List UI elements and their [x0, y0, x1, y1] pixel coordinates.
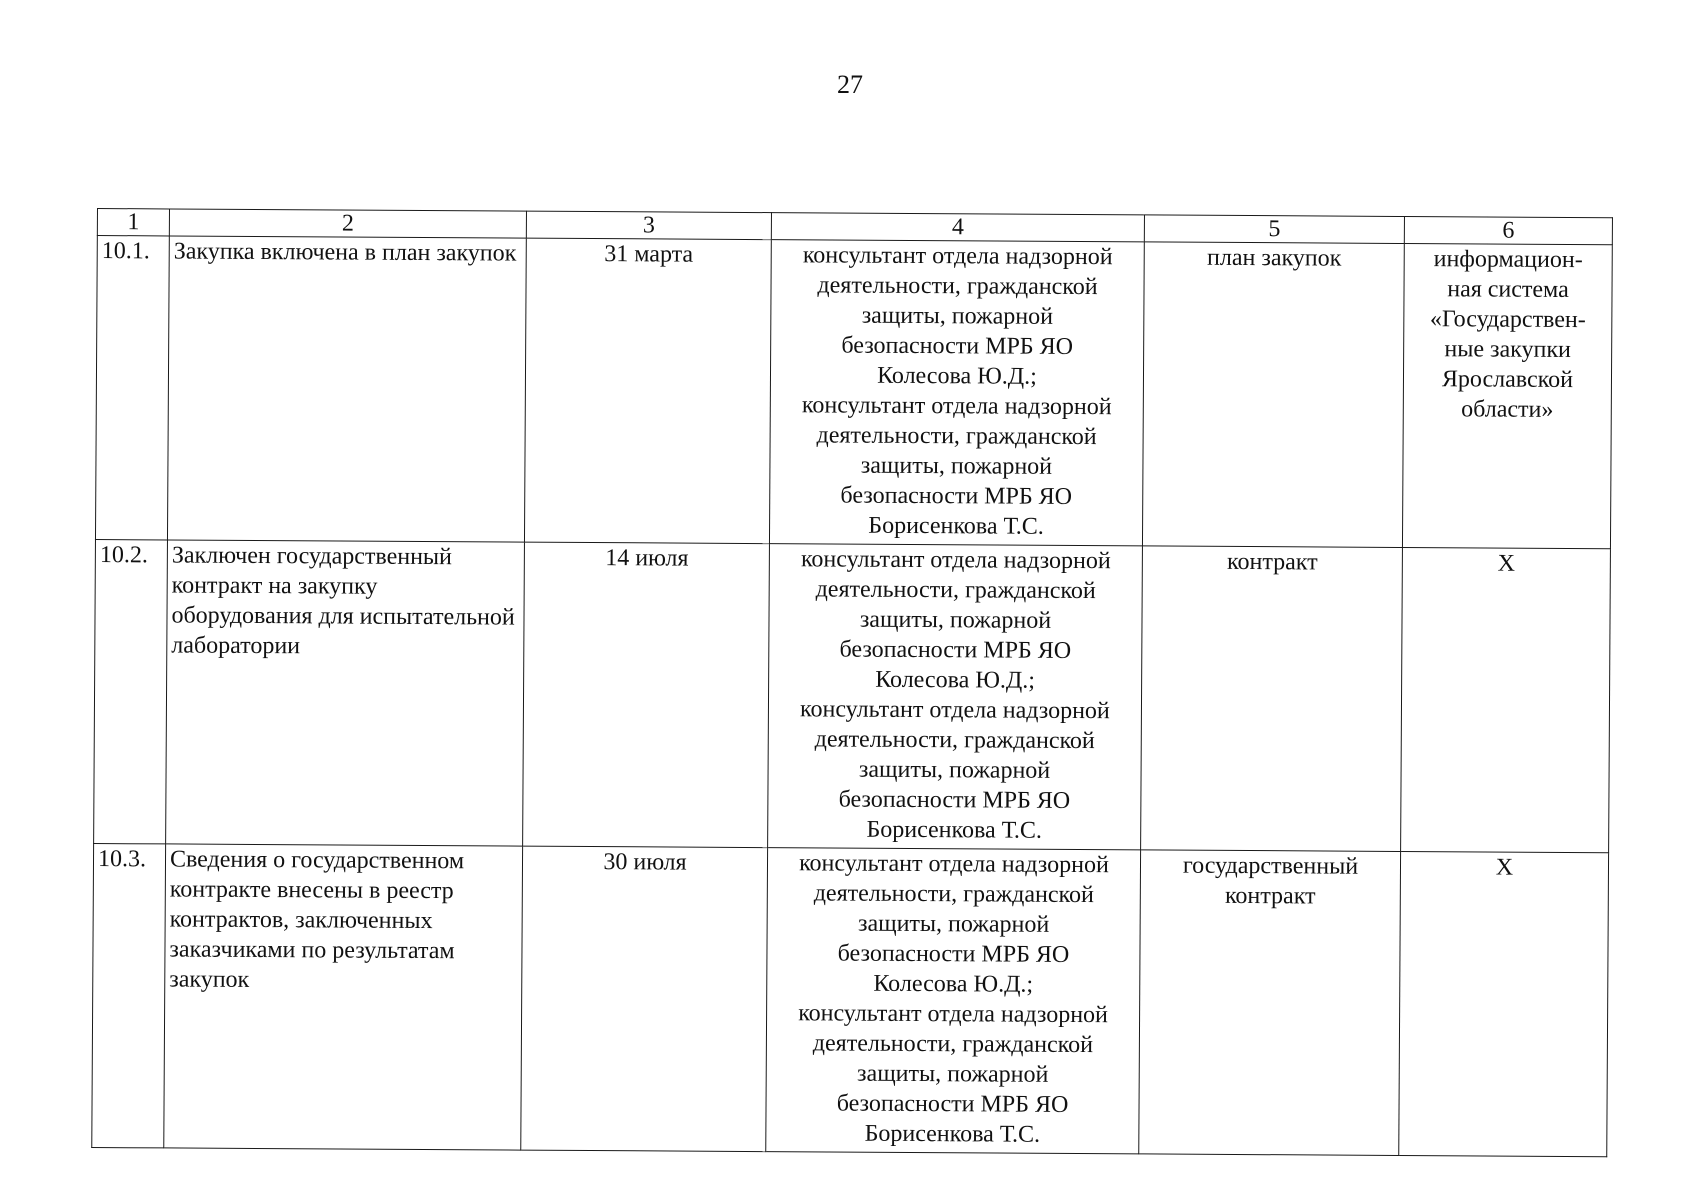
table-row: [95, 236, 1612, 549]
responsible-line: консультант отдела надзорной: [801, 392, 1112, 421]
responsible-line: консультант отдела надзорной: [802, 242, 1113, 271]
responsible-line: Колесова Ю.Д.;: [877, 362, 1037, 390]
responsible-line: деятельности, гражданской: [813, 880, 1094, 909]
responsible-line: защиты, пожарной: [860, 452, 1053, 480]
responsible-line: консультант отдела надзорной: [800, 696, 1110, 725]
responsible-line: Колесова Ю.Д.;: [875, 666, 1036, 694]
row-number: 10.3.: [92, 843, 166, 1147]
responsible-line: защиты, пожарной: [858, 756, 1051, 784]
responsible-line: Борисенкова Т.С.: [868, 512, 1044, 540]
responsible-line: Колесова Ю.Д.;: [873, 970, 1034, 998]
row-responsible: [768, 544, 1143, 850]
header-col-5: 5: [1144, 215, 1404, 244]
row-responsible: [769, 240, 1144, 546]
responsible-line: безопасности МРБ ЯО: [840, 482, 1073, 510]
row-system: [1401, 547, 1611, 852]
row-document: план закупок: [1142, 242, 1404, 548]
row-system: [1402, 243, 1612, 548]
responsible-line: консультант отдела надзорной: [798, 1000, 1109, 1029]
document-sheet: [91, 208, 1612, 1185]
row-description: Закупка включена в план закупок: [167, 236, 526, 542]
responsible-line: деятельности, гражданской: [814, 726, 1095, 755]
responsible-line: защиты, пожарной: [861, 302, 1054, 330]
row-document: контракт: [1141, 546, 1403, 852]
responsible-line: деятельности, гражданской: [816, 422, 1097, 451]
responsible-line: безопасности МРБ ЯО: [838, 786, 1071, 814]
header-col-2: 2: [169, 209, 526, 238]
responsible-line: защиты, пожарной: [857, 1060, 1049, 1088]
row-date: 30 июля: [521, 846, 768, 1151]
row-system: [1399, 851, 1609, 1156]
system-line: области»: [1461, 396, 1554, 423]
responsible-line: Борисенкова Т.С.: [866, 816, 1043, 844]
responsible-line: защиты, пожарной: [857, 910, 1050, 938]
header-col-6: 6: [1404, 216, 1612, 244]
page-number: 27: [837, 70, 863, 99]
responsible-line: безопасности МРБ ЯО: [836, 1090, 1069, 1118]
row-number: 10.1.: [95, 236, 169, 540]
responsible-line: деятельности, гражданской: [815, 576, 1096, 605]
header-col-1: 1: [97, 209, 169, 236]
system-mark: Х: [1497, 550, 1516, 577]
row-description: Сведения о государственном контракте внесены в реестр контрактов, заключенных заказчиками по результатам закупок: [164, 844, 523, 1150]
responsible-line: деятельности, гражданской: [812, 1030, 1094, 1059]
procurement-plan-table: [91, 208, 1613, 1157]
responsible-line: безопасности МРБ ЯО: [839, 636, 1072, 664]
system-line: информацион-: [1433, 246, 1583, 274]
responsible-line: консультант отдела надзорной: [800, 546, 1111, 575]
row-date: 31 марта: [524, 238, 771, 543]
responsible-line: Борисенкова Т.С.: [864, 1120, 1041, 1148]
responsible-line: деятельности, гражданской: [817, 272, 1098, 301]
system-line: Ярославской: [1441, 366, 1574, 394]
header-col-4: 4: [771, 213, 1144, 242]
system-mark: Х: [1495, 854, 1514, 881]
row-date: 14 июля: [523, 542, 770, 847]
responsible-line: безопасности МРБ ЯО: [837, 940, 1070, 968]
responsible-line: защиты, пожарной: [859, 606, 1052, 634]
row-description: Заключен государственный контракт на закупку оборудования для испытательной лаборатории: [166, 540, 525, 846]
header-col-3: 3: [526, 211, 771, 239]
system-line: «Государствен-: [1429, 306, 1586, 334]
system-line: ная система: [1447, 276, 1569, 303]
responsible-line: консультант отдела надзорной: [799, 850, 1109, 879]
table-row: [92, 843, 1609, 1156]
system-line: ные закупки: [1444, 336, 1571, 364]
responsible-line: безопасности МРБ ЯО: [841, 332, 1074, 360]
row-responsible: [766, 848, 1141, 1154]
row-number: 10.2.: [94, 539, 168, 843]
row-document: государственный контракт: [1139, 850, 1401, 1156]
table-row: [94, 539, 1611, 852]
